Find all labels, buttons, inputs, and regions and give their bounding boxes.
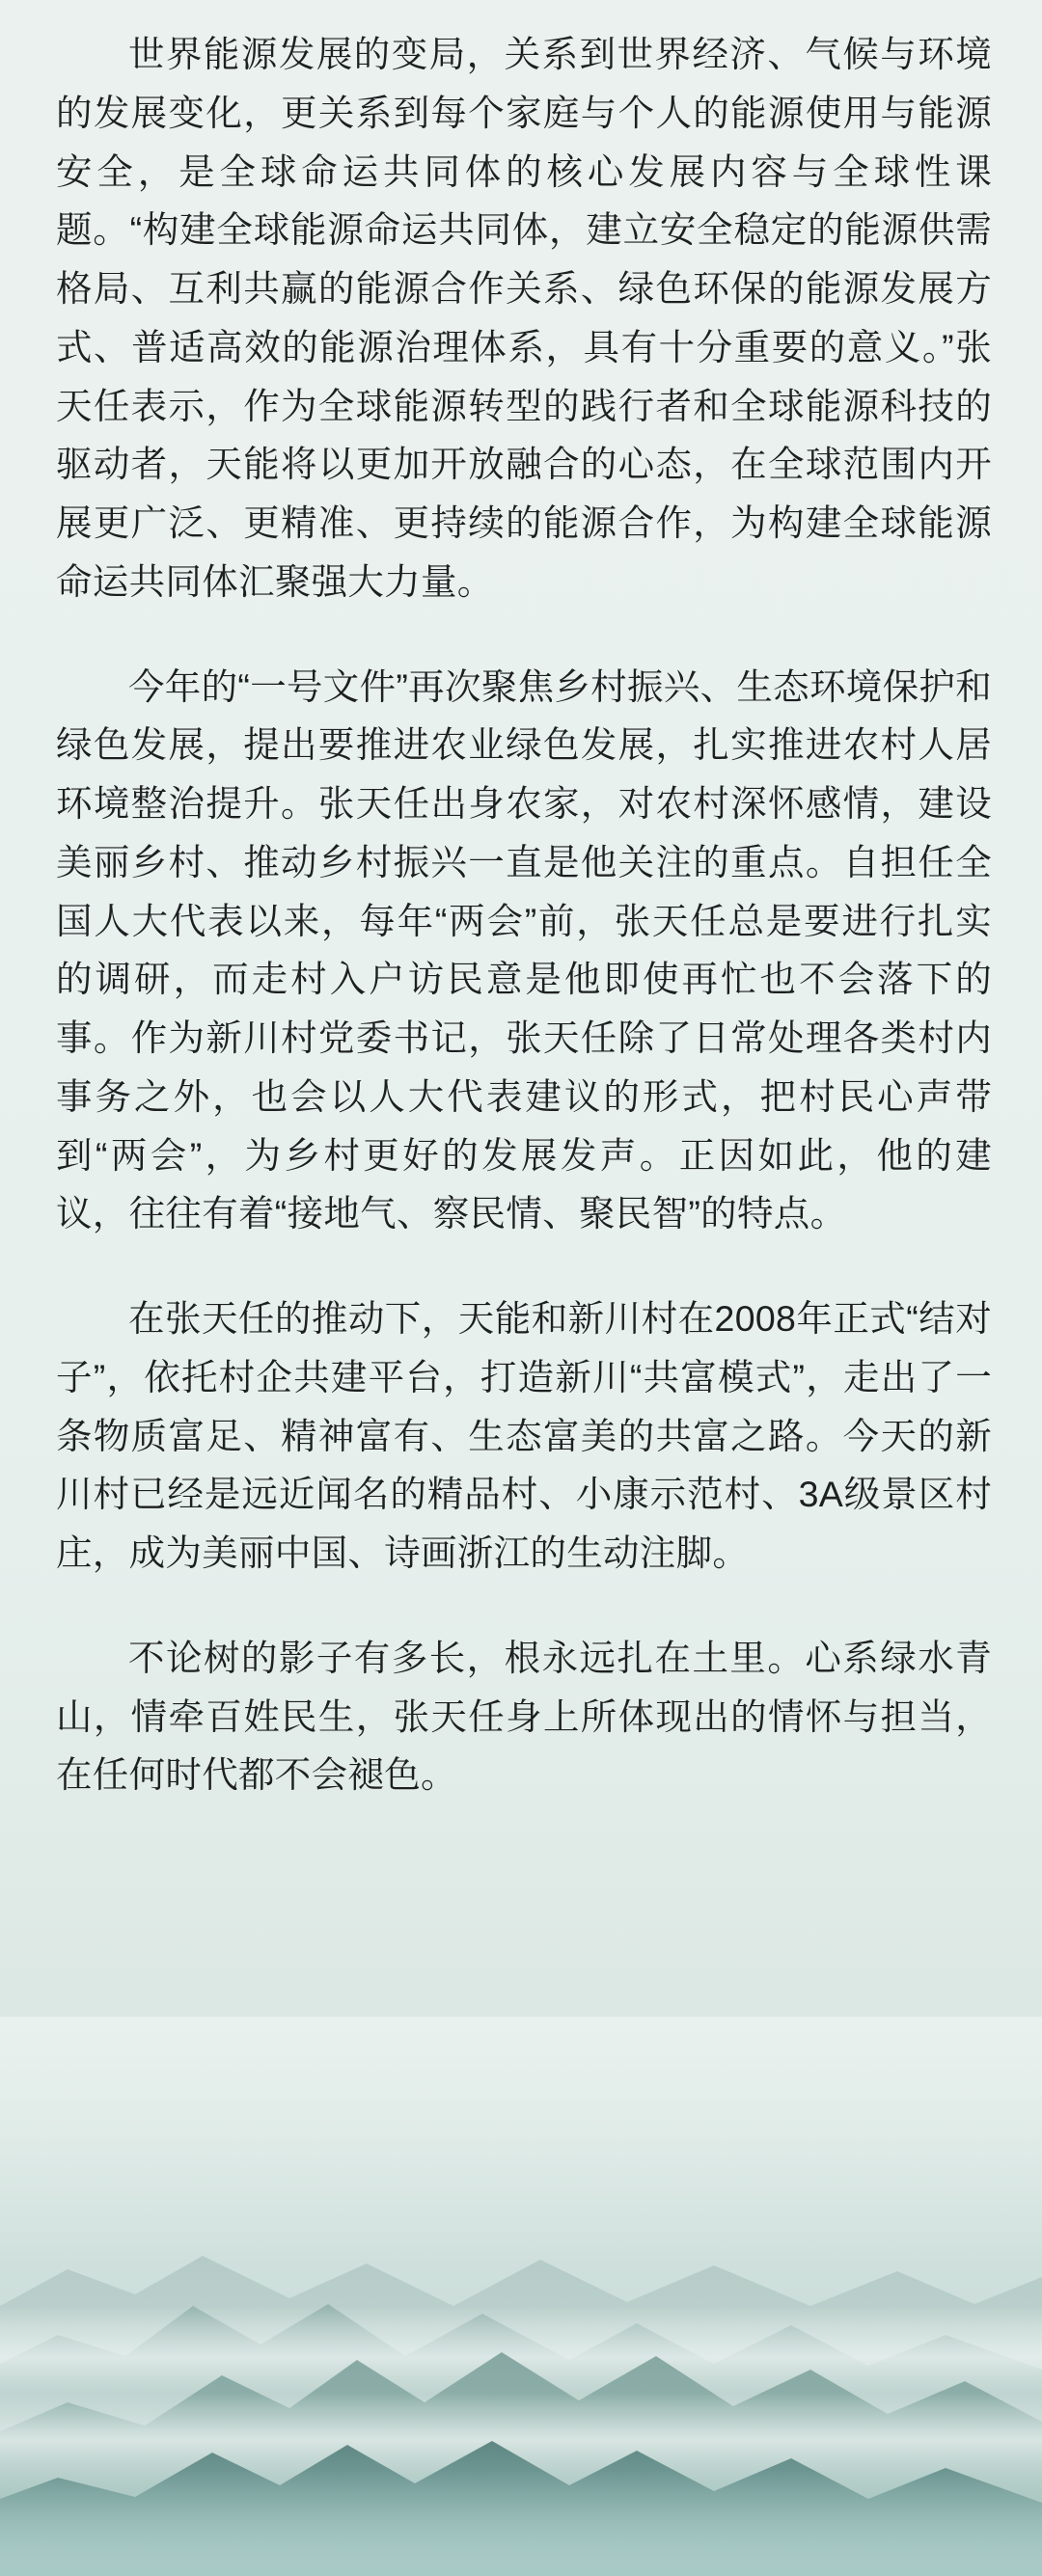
paragraph: 世界能源发展的变局，关系到世界经济、气候与环境的发展变化，更关系到每个家庭与个人的能源使用与能源安全，是全球命运共同体的核心发展内容与全球性课题。“构建全球能源命运共同体，建立安全稳定的能源供需格局、互利共赢的能源合作关系、绿色环保的能源发展方式、普适高效的能源治理体系，具有十分重要的意义。”张天任表示，作为全球能源转型的践行者和全球能源科技的驱动者，天能将以更加开放融合的心态，在全球范围内开展更广泛、更精准、更持续的能源合作，为构建全球能源命运共同体汇聚强大力量。: [56, 34, 992, 602]
paragraph: 今年的“一号文件”再次聚焦乡村振兴、生态环境保护和绿色发展，提出要推进农业绿色发展，扎实推进农村人居环境整治提升。张天任出身农家，对农村深怀感情，建设美丽乡村、推动乡村振兴一直是他关注的重点。自担任全国人大代表以来，每年“两会”前，张天任总是要进行扎实的调研，而走村入户访民意是他即使再忙也不会落下的事。作为新川村党委书记，张天任除了日常处理各类村内事务之外，也会以人大代表建议的形式，把村民心声带到“两会”，为乡村更好的发展发声。正因如此，他的建议，往往有着“接地气、察民情、聚民智”的特点。: [56, 665, 992, 1234]
mountain-svg: [0, 2017, 1042, 2576]
paragraph: 在张天任的推动下，天能和新川村在2008年正式“结对子”，依托村企共建平台，打造新川“共富模式”，走出了一条物质富足、精神富有、生态富美的共富之路。今天的新川村已经是远近闻名的精品村、小康示范村、3A级景区村庄，成为美丽中国、诗画浙江的生动注脚。: [56, 1298, 992, 1573]
misty-mountain-illustration: [0, 2017, 1042, 2576]
paragraph: 不论树的影子有多长，根永远扎在土里。心系绿水青山，情牵百姓民生，张天任身上所体现出的情怀与担当，在任何时代都不会褪色。: [56, 1637, 992, 1796]
